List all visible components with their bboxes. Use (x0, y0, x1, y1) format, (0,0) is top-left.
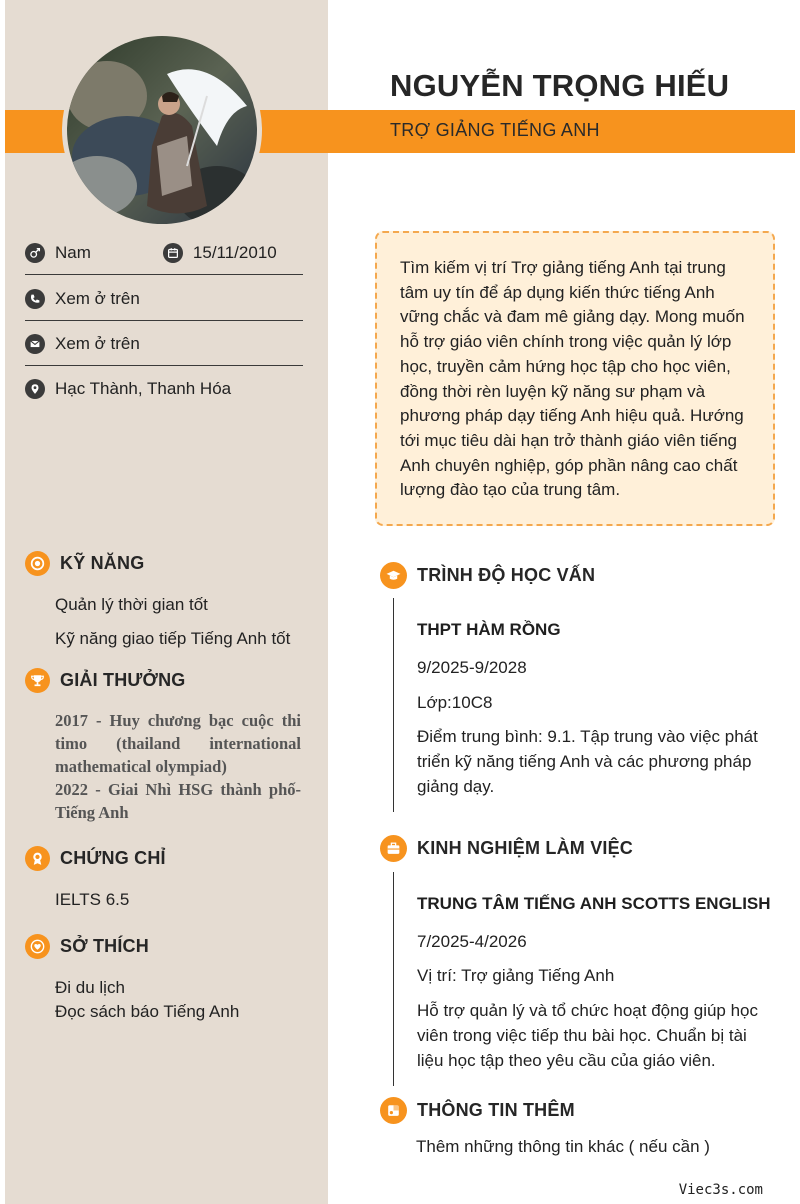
target-icon (25, 551, 50, 576)
education-school: THPT HÀM RỒNG (417, 620, 561, 639)
education-detail: Điểm trung bình: 9.1. Tập trung vào việc phát triển kỹ năng tiếng Anh và các phương pháp giảng dạy. (417, 727, 758, 796)
email-icon (25, 334, 45, 354)
gender-value: Nam (55, 242, 91, 262)
birthday-value: 15/11/2010 (192, 242, 277, 262)
footer-watermark: Viec3s.com (678, 1182, 763, 1198)
awards-list (55, 709, 301, 824)
gender-icon (25, 243, 45, 263)
profile-photo (67, 36, 257, 224)
candidate-name: NGUYỄN TRỌNG HIẾU (390, 68, 730, 103)
education-period: 9/2025-9/2028 (417, 658, 527, 677)
avatar (62, 31, 262, 229)
email-value: Xem ở trên (55, 333, 140, 353)
phone-icon (25, 289, 45, 309)
career-objective-text: Tìm kiếm vị trí Trợ giảng tiếng Anh tại trung tâm uy tín để áp dụng kiến thức tiếng Anh vững chắc và đam mê giảng dạy. Mong muốn hỗ trợ giáo viên chính trong việc quản lý lớp học, truyền cảm hứng học tập cho học viên, đồng thời rèn luyện kỹ năng sư phạm và phương pháp dạy tiếng Anh hiệu quả. Hướng tới mục tiêu dài hạn trở thành giáo viên tiếng Anh chuyên nghiệp, góp phần nâng cao chất lượng đào tạo của trung tâm. (400, 258, 745, 500)
skills-section-title: KỸ NĂNG (25, 551, 144, 576)
experience-position: Vị trí: Trợ giảng Tiếng Anh (417, 966, 615, 985)
skill-item: Kỹ năng giao tiếp Tiếng Anh tốt (55, 629, 291, 648)
hobby-item: Đọc sách báo Tiếng Anh (55, 1002, 240, 1021)
location-pin-icon (25, 379, 45, 399)
candidate-role: TRỢ GIẢNG TIẾNG ANH (390, 120, 600, 140)
briefcase-icon (380, 835, 407, 862)
contact-row-address (25, 367, 303, 411)
award-item: 2017 - Huy chương bạc cuộc thi timo (thailand international mathematical olympiad) (55, 711, 301, 776)
experience-detail: Hỗ trợ quản lý và tổ chức hoạt động giúp học viên trong việc tiếp thu bài học. Chuẩn bị tài liệu học tập theo yêu cầu của giáo viên. (417, 1001, 759, 1070)
hobbies-section-title: SỞ THÍCH (25, 934, 149, 959)
education-timeline (393, 598, 394, 812)
experience-company: TRUNG TÂM TIẾNG ANH SCOTTS ENGLISH (417, 894, 771, 913)
education-section-title: TRÌNH ĐỘ HỌC VẤN (380, 562, 595, 589)
trophy-icon (25, 668, 50, 693)
heart-icon (25, 934, 50, 959)
extra-info-text: Thêm những thông tin khác ( nếu cần ) (416, 1137, 710, 1156)
education-class: Lớp:10C8 (417, 693, 493, 712)
experience-period: 7/2025-4/2026 (417, 932, 527, 951)
graduation-cap-icon (380, 562, 407, 589)
contact-row-gender-birthday (25, 231, 303, 275)
info-card-icon (380, 1097, 407, 1124)
hobby-item: Đi du lịch (55, 978, 125, 997)
certificates-section-title: CHỨNG CHỈ (25, 846, 166, 871)
skill-item: Quản lý thời gian tốt (55, 595, 208, 614)
awards-section-title: GIẢI THƯỞNG (25, 668, 185, 693)
medal-icon (25, 846, 50, 871)
phone-value: Xem ở trên (55, 288, 140, 308)
calendar-icon (163, 243, 183, 263)
extra-info-section-title: THÔNG TIN THÊM (380, 1097, 575, 1124)
career-objective-box (375, 231, 775, 526)
certificate-item: IELTS 6.5 (55, 890, 130, 909)
experience-section-title: KINH NGHIỆM LÀM VIỆC (380, 835, 633, 862)
award-item: 2022 - Giai Nhì HSG thành phố- Tiếng Anh (55, 780, 301, 822)
address-value: Hạc Thành, Thanh Hóa (55, 379, 232, 398)
contact-row-phone (25, 277, 303, 321)
contact-row-email (25, 322, 303, 366)
experience-timeline (393, 872, 394, 1086)
